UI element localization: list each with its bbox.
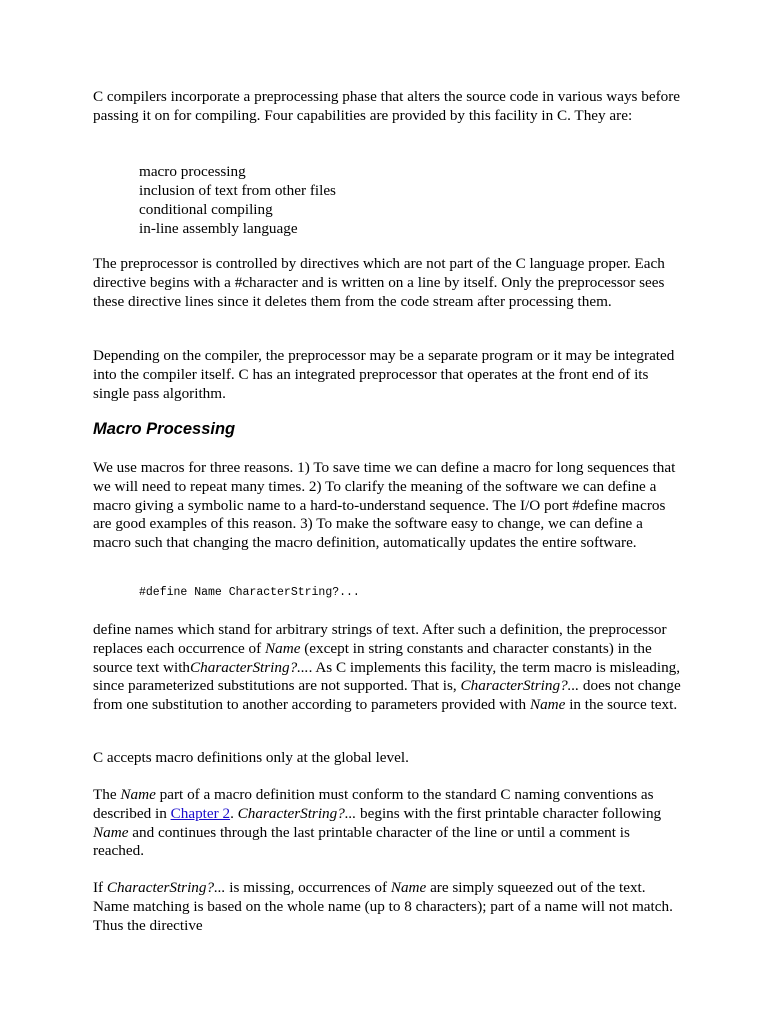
italic-term: Name [265, 639, 301, 657]
define-names-paragraph [93, 621, 683, 715]
text-run: part of a macro definition must conform to the standard C naming conventions as described in [93, 786, 654, 822]
missing-string-paragraph [93, 879, 683, 935]
italic-term: Name [93, 823, 129, 841]
italic-term: CharacterString?... [106, 879, 226, 896]
italic-term: Name [120, 786, 156, 803]
define-code-line: #define Name CharacterString?... [139, 586, 360, 599]
text-run: If [93, 879, 107, 896]
compiler-paragraph: Depending on the compiler, the preprocessor may be a separate program or it may be integrated into the compiler itself. C has an integrated preprocessor that operates at the front end of its single pass algorithm. [93, 347, 675, 402]
capabilities-list [139, 162, 336, 238]
naming-paragraph [93, 786, 683, 861]
text-run: define names which stand for arbitrary strings of text. After such a definition, the preprocessor replaces each occurrence of [93, 621, 667, 657]
text-run: . [230, 804, 238, 822]
section-heading: Macro Processing [93, 420, 236, 438]
text-run: in the source text. [565, 696, 678, 714]
global-level-paragraph: C accepts macro definitions only at the global level. [93, 749, 409, 766]
list-item: conditional compiling [139, 201, 273, 218]
text-run: does not change from one substitution to another according to parameters provided with [93, 677, 681, 714]
intro-paragraph: C compilers incorporate a preprocessing phase that alters the source code in various ways before passing it on for compiling. Four capabilities are provided by this facility in C. They are: [93, 88, 681, 124]
italic-term: CharacterString?... [190, 658, 309, 676]
text-run: (except in string constants and character constants) in the source text with [93, 639, 652, 676]
text-run: . As C implements this facility, the term macro is misleading, since parameterized substitutions are not supported. That is, [93, 658, 681, 695]
chapter-2-link[interactable]: Chapter 2 [170, 804, 231, 822]
text-run: and continues through the last printable character of the line or until a comment is reached. [93, 823, 630, 860]
macro-reasons-paragraph: We use macros for three reasons. 1) To save time we can define a macro for long sequences that we will need to repeat many times. 2) To clarify the meaning of the software we can define a macro giving a symbolic name to a hard-to-understand sequence. The I/O port #define macros are good examples of this reason. 3) To make the software easy to change, we can define a macro such that changing the macro definition, automatically updates the entire software. [93, 459, 676, 552]
directives-paragraph: The preprocessor is controlled by directives which are not part of the C language proper. Each directive begins with a #character and is written on a line by itself. Only the preprocessor sees these directive lines since it deletes them from the code stream after processing them. [93, 255, 665, 310]
list-item: macro processing [139, 163, 246, 180]
italic-term: CharacterString?... [460, 677, 580, 695]
list-item: inclusion of text from other files [139, 182, 336, 199]
text-run: are simply squeezed out of the text. Name matching is based on the whole name (up to 8 characters); part of a name will not match. Thus the directive [93, 879, 673, 934]
text-run: is missing, occurrences of [225, 879, 391, 896]
italic-term: CharacterString?... [237, 804, 357, 822]
italic-term: Name [390, 879, 427, 896]
italic-term: Name [529, 696, 566, 714]
text-run: The [93, 786, 121, 803]
list-item: in-line assembly language [139, 220, 298, 237]
text-run: begins with the first printable character following [356, 804, 662, 822]
